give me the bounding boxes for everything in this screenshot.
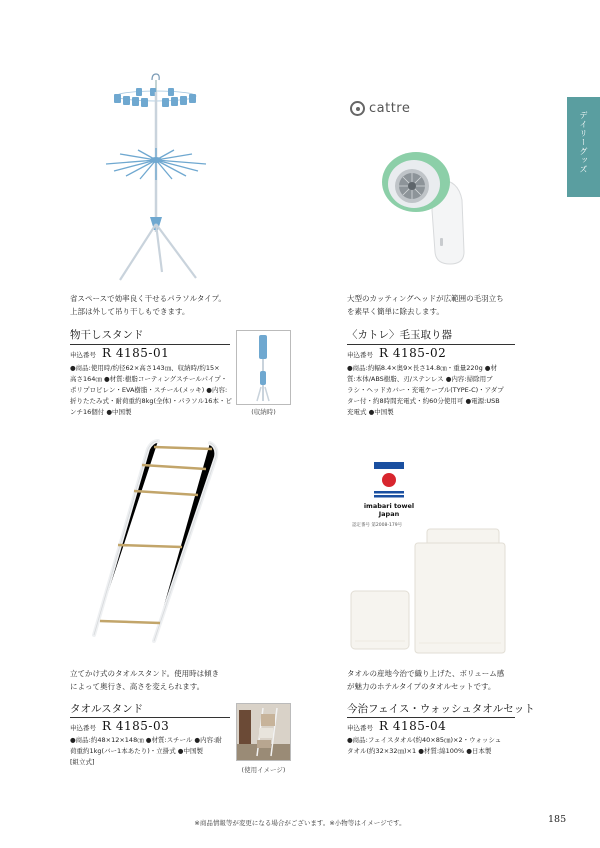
- footer-note: ※商品情報等が変更になる場合がございます。※小物等はイメージです。: [194, 819, 406, 827]
- code-label: 申込番号: [347, 351, 373, 359]
- product-2-code-row: [347, 346, 446, 360]
- product-4-code-row: [347, 719, 446, 733]
- product-2-name: 〈カトレ〉毛玉取り器: [347, 329, 452, 341]
- product-1-name: 物干しスタンド: [70, 329, 144, 341]
- product-4-code: R 4185-04: [379, 719, 447, 733]
- product-2-code: R 4185-02: [379, 346, 447, 360]
- category-tab: [567, 97, 600, 197]
- drying-stand-image: [100, 72, 220, 287]
- product-2-spec: ●商品:約幅8.4×奥9×長さ14.8㎝・重量220g ●材 質:本体/ABS樹脂、刃/ステンレス ●内容:掃除用ブ ラシ・ヘッドカバー・充電ケーブル(TYPE-C)・アダプ ター付・約8時間充電式・約60分使用可 ●電源:USB 充電式 ●中国製: [347, 364, 504, 416]
- product-1-code: R 4185-01: [102, 346, 170, 360]
- product-4-name: 今治フェイス・ウォッシュタオルセット: [347, 703, 535, 715]
- product-1-divider: [70, 344, 230, 345]
- product-1-code-row: [70, 346, 169, 360]
- imabari-badge-text: imabari towel Japan: [363, 502, 415, 518]
- product-3-thumbnail: [236, 703, 291, 761]
- towel-set-image: [345, 525, 515, 655]
- product-3-thumb-caption: (使用イメージ): [241, 766, 286, 774]
- cattre-brand: [350, 101, 410, 116]
- imabari-badge: [352, 462, 442, 528]
- product-4-spec: ●商品:フェイスタオル(約40×85㎝)×2・ウォッシュ タオル(約32×32㎝)×1 ●材質:綿100% ●日本製: [347, 736, 502, 755]
- product-1-spec: ●商品:使用時/約径62×高さ143㎝、収納時/約15× 高さ164㎝ ●材質:樹脂コーティングスチールパイプ・ ポリプロピレン・EVA樹脂・スチール(メッキ) ●内容: 折りたたみ式・耐荷重約8kg(全体)・パラソル16本・ピ ンチ16個付 ●中国製: [70, 364, 232, 416]
- product-4-divider: [347, 717, 515, 718]
- code-label: 申込番号: [70, 724, 96, 732]
- lint-remover-image: [378, 140, 488, 270]
- imabari-cert-number: 認定番号 第2008-179号: [352, 523, 403, 528]
- product-3-code-row: [70, 719, 169, 733]
- product-3-spec: ●商品:約48×12×148㎝ ●材質:スチール ●内容:耐 荷重約1kg(バー1本あたり)・立掛式 ●中国製 [組立式]: [70, 736, 222, 766]
- folded-stand-image: [237, 331, 290, 404]
- code-label: 申込番号: [70, 351, 96, 359]
- code-label: 申込番号: [347, 724, 373, 732]
- product-3-code: R 4185-03: [102, 719, 170, 733]
- category-tab-label: デイリーグッズ: [579, 111, 588, 174]
- towel-stand-image: [86, 435, 236, 650]
- product-4-lead: タオルの産地今治で織り上げた、ボリューム感 が魅力のホテルタイプのタオルセットです。: [347, 669, 505, 691]
- imabari-logo-icon: [374, 462, 404, 498]
- product-1-thumbnail: [236, 330, 291, 405]
- brand-name: cattre: [369, 101, 411, 116]
- product-3-divider: [70, 717, 230, 718]
- product-2-lead: 大型のカッティングヘッドが広範囲の毛羽立ち を素早く簡単に除去します。: [347, 294, 504, 316]
- product-3-name: タオルスタンド: [70, 703, 144, 715]
- product-2-divider: [347, 344, 515, 345]
- product-1-thumb-caption: (収納時): [251, 408, 276, 416]
- product-1-lead: 省スペースで効率良く干せるパラソルタイプ。 上部は外して吊り干しもできます。: [70, 294, 226, 316]
- towel-stand-in-use-image: [237, 704, 290, 760]
- page-number: 185: [548, 814, 567, 825]
- product-3-lead: 立てかけ式のタオルスタンド。使用時は傾き によって奥行き、高さを変えられます。: [70, 669, 220, 691]
- cattre-logo-icon: [350, 101, 365, 116]
